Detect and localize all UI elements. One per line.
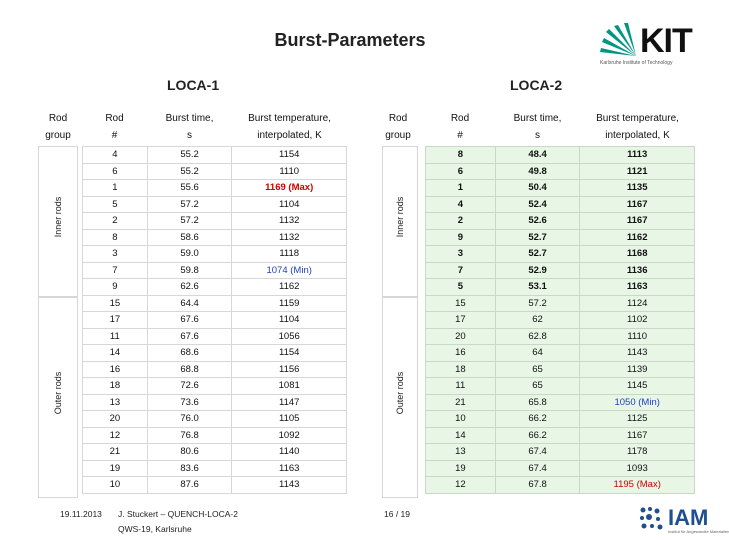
burst-temperature-cell: 1104 — [232, 312, 347, 329]
loca1-outer-rods-label: Outer rods — [53, 371, 63, 415]
table-row — [83, 229, 347, 246]
burst-time-cell: 49.8 — [495, 163, 580, 180]
burst-time-cell: 68.6 — [147, 345, 232, 362]
burst-temperature-cell: 1156 — [232, 361, 347, 378]
burst-time-cell: 58.6 — [147, 229, 232, 246]
burst-temperature-cell: 1050 (Min) — [580, 394, 695, 411]
burst-temperature-cell: 1167 — [580, 427, 695, 444]
burst-temperature-cell: 1132 — [232, 213, 347, 230]
burst-temperature-cell: 1168 — [580, 246, 695, 263]
table-row — [83, 328, 347, 345]
loca2-table-body — [426, 147, 695, 494]
burst-time-cell: 80.6 — [147, 444, 232, 461]
rod-number-cell: 14 — [83, 345, 148, 362]
table-row — [426, 345, 695, 362]
rod-number-cell: 3 — [426, 246, 496, 263]
burst-time-cell: 65.8 — [495, 394, 580, 411]
table-row — [426, 163, 695, 180]
burst-time-cell: 62.8 — [495, 328, 580, 345]
burst-temperature-cell: 1163 — [232, 460, 347, 477]
footer-date: 19.11.2013 — [60, 509, 102, 519]
table-row — [83, 180, 347, 197]
rod-number-cell: 1 — [426, 180, 496, 197]
rod-number-cell: 5 — [83, 196, 148, 213]
table-row — [426, 378, 695, 395]
header-line: Burst temperature, — [248, 113, 331, 124]
burst-temperature-cell: 1167 — [580, 196, 695, 213]
rod-number-cell: 7 — [83, 262, 148, 279]
burst-temperature-cell: 1118 — [232, 246, 347, 263]
kit-logo — [600, 22, 712, 70]
rod-number-cell: 16 — [426, 345, 496, 362]
burst-temperature-cell: 1056 — [232, 328, 347, 345]
burst-time-cell: 67.4 — [495, 444, 580, 461]
burst-temperature-cell: 1162 — [580, 229, 695, 246]
burst-time-cell: 48.4 — [495, 147, 580, 164]
header-line: interpolated, K — [257, 130, 322, 141]
burst-time-cell: 73.6 — [147, 394, 232, 411]
table-row — [426, 411, 695, 428]
burst-temperature-cell: 1121 — [580, 163, 695, 180]
table-row — [426, 328, 695, 345]
loca1-header-rod-group — [38, 113, 78, 141]
kit-logo-subtitle: Karlsruhe Institute of Technology — [600, 60, 673, 66]
rod-number-cell: 9 — [426, 229, 496, 246]
burst-time-cell: 57.2 — [147, 196, 232, 213]
loca2-outer-rods-label: Outer rods — [395, 371, 405, 415]
table-row — [426, 477, 695, 494]
burst-time-cell: 76.8 — [147, 427, 232, 444]
loca1-header-rod — [82, 113, 147, 141]
footer-author: J. Stuckert – QUENCH-LOCA-2 — [118, 509, 238, 519]
loca1-inner-rods-label: Inner rods — [53, 196, 63, 238]
burst-temperature-cell: 1154 — [232, 147, 347, 164]
table-row — [426, 147, 695, 164]
burst-temperature-cell: 1074 (Min) — [232, 262, 347, 279]
rod-number-cell: 17 — [83, 312, 148, 329]
loca2-table — [425, 146, 695, 494]
burst-time-cell: 68.8 — [147, 361, 232, 378]
burst-temperature-cell: 1092 — [232, 427, 347, 444]
kit-logo-text: KIT — [640, 22, 692, 60]
header-line: Rod — [388, 113, 408, 124]
table-row — [83, 163, 347, 180]
burst-time-cell: 59.8 — [147, 262, 232, 279]
rod-number-cell: 7 — [426, 262, 496, 279]
burst-time-cell: 52.9 — [495, 262, 580, 279]
burst-time-cell: 52.7 — [495, 229, 580, 246]
header-line: Rod — [450, 113, 470, 124]
burst-temperature-cell: 1135 — [580, 180, 695, 197]
table-row — [426, 361, 695, 378]
table-row — [426, 229, 695, 246]
rod-number-cell: 21 — [426, 394, 496, 411]
rod-number-cell: 12 — [83, 427, 148, 444]
burst-temperature-cell: 1081 — [232, 378, 347, 395]
table-row — [83, 213, 347, 230]
rod-number-cell: 8 — [83, 229, 148, 246]
burst-time-cell: 52.6 — [495, 213, 580, 230]
rod-number-cell: 18 — [426, 361, 496, 378]
table-row — [83, 394, 347, 411]
iam-logo — [638, 505, 729, 535]
burst-time-cell: 67.6 — [147, 312, 232, 329]
burst-time-cell: 55.2 — [147, 147, 232, 164]
rod-number-cell: 5 — [426, 279, 496, 296]
table-row — [83, 196, 347, 213]
table-row — [83, 262, 347, 279]
header-line: Rod — [105, 113, 124, 124]
header-line: Burst time, — [513, 113, 562, 124]
rod-number-cell: 14 — [426, 427, 496, 444]
table-row — [83, 378, 347, 395]
burst-time-cell: 66.2 — [495, 411, 580, 428]
footer-event: QWS-19, Karlsruhe — [118, 524, 192, 534]
rod-number-cell: 15 — [426, 295, 496, 312]
table-row — [426, 394, 695, 411]
burst-time-cell: 65 — [495, 378, 580, 395]
table-row — [426, 196, 695, 213]
rod-number-cell: 2 — [426, 213, 496, 230]
loca1-table — [82, 146, 347, 494]
table-row — [83, 444, 347, 461]
rod-number-cell: 9 — [83, 279, 148, 296]
iam-logo-subtitle: Institut für Angewandte Materialien — [668, 529, 729, 534]
rod-number-cell: 4 — [426, 196, 496, 213]
rod-number-cell: 4 — [83, 147, 148, 164]
table-row — [426, 295, 695, 312]
burst-temperature-cell: 1110 — [580, 328, 695, 345]
header-line: Burst time, — [165, 113, 214, 124]
rod-number-cell: 8 — [426, 147, 496, 164]
rod-number-cell: 10 — [83, 477, 148, 494]
burst-temperature-cell: 1195 (Max) — [580, 477, 695, 494]
burst-temperature-cell: 1132 — [232, 229, 347, 246]
kit-logo-icon — [600, 22, 640, 58]
burst-time-cell: 64.4 — [147, 295, 232, 312]
burst-temperature-cell: 1102 — [580, 312, 695, 329]
loca2-header-burst-temp — [580, 113, 695, 141]
table-row — [83, 279, 347, 296]
loca2-header-rod — [425, 113, 495, 141]
loca1-header-burst-temp — [232, 113, 347, 141]
burst-temperature-cell: 1136 — [580, 262, 695, 279]
header-line: s — [187, 130, 192, 141]
burst-temperature-cell: 1163 — [580, 279, 695, 296]
rod-number-cell: 6 — [83, 163, 148, 180]
header-line: Rod — [48, 113, 68, 124]
burst-time-cell: 57.2 — [495, 295, 580, 312]
table-row — [426, 180, 695, 197]
burst-time-cell: 83.6 — [147, 460, 232, 477]
footer-page-number: 16 / 19 — [384, 509, 410, 519]
header-line: s — [535, 130, 540, 141]
rod-number-cell: 6 — [426, 163, 496, 180]
rod-number-cell: 20 — [426, 328, 496, 345]
header-line: group — [45, 130, 71, 141]
rod-number-cell: 2 — [83, 213, 148, 230]
burst-time-cell: 87.6 — [147, 477, 232, 494]
burst-temperature-cell: 1159 — [232, 295, 347, 312]
table-row — [83, 411, 347, 428]
burst-temperature-cell: 1110 — [232, 163, 347, 180]
rod-number-cell: 12 — [426, 477, 496, 494]
burst-time-cell: 52.7 — [495, 246, 580, 263]
burst-time-cell: 55.6 — [147, 180, 232, 197]
burst-time-cell: 55.2 — [147, 163, 232, 180]
burst-time-cell: 52.4 — [495, 196, 580, 213]
burst-time-cell: 64 — [495, 345, 580, 362]
rod-number-cell: 1 — [83, 180, 148, 197]
burst-time-cell: 67.8 — [495, 477, 580, 494]
table-row — [426, 312, 695, 329]
table-row — [83, 361, 347, 378]
burst-temperature-cell: 1145 — [580, 378, 695, 395]
rod-number-cell: 3 — [83, 246, 148, 263]
table-row — [426, 427, 695, 444]
loca1-heading: LOCA-1 — [167, 77, 220, 93]
rod-number-cell: 11 — [83, 328, 148, 345]
rod-number-cell: 16 — [83, 361, 148, 378]
burst-temperature-cell: 1104 — [232, 196, 347, 213]
rod-number-cell: 21 — [83, 444, 148, 461]
table-row — [83, 147, 347, 164]
rod-number-cell: 18 — [83, 378, 148, 395]
iam-logo-text: IAM — [668, 505, 709, 530]
burst-temperature-cell: 1139 — [580, 361, 695, 378]
slide-title: Burst-Parameters — [274, 30, 426, 50]
rod-number-cell: 11 — [426, 378, 496, 395]
table-row — [426, 262, 695, 279]
header-line: # — [457, 130, 463, 141]
burst-temperature-cell: 1143 — [232, 477, 347, 494]
table-row — [83, 312, 347, 329]
burst-temperature-cell: 1143 — [580, 345, 695, 362]
burst-temperature-cell: 1169 (Max) — [232, 180, 347, 197]
table-row — [426, 460, 695, 477]
loca2-header-burst-time — [495, 113, 580, 141]
burst-temperature-cell: 1154 — [232, 345, 347, 362]
table-row — [426, 246, 695, 263]
rod-number-cell: 15 — [83, 295, 148, 312]
rod-number-cell: 20 — [83, 411, 148, 428]
table-row — [426, 279, 695, 296]
header-line: # — [111, 130, 118, 141]
loca2-header-rod-group — [377, 113, 419, 141]
loca1-header-burst-time — [147, 113, 232, 141]
rod-number-cell: 17 — [426, 312, 496, 329]
burst-temperature-cell: 1124 — [580, 295, 695, 312]
burst-temperature-cell: 1167 — [580, 213, 695, 230]
rod-number-cell: 19 — [83, 460, 148, 477]
loca2-heading: LOCA-2 — [510, 77, 563, 93]
table-row — [83, 246, 347, 263]
table-row — [426, 213, 695, 230]
burst-time-cell: 57.2 — [147, 213, 232, 230]
iam-logo-icon — [638, 505, 666, 533]
burst-time-cell: 50.4 — [495, 180, 580, 197]
burst-time-cell: 76.0 — [147, 411, 232, 428]
loca1-table-body — [83, 147, 347, 494]
header-line: interpolated, K — [605, 130, 670, 141]
burst-temperature-cell: 1093 — [580, 460, 695, 477]
burst-time-cell: 59.0 — [147, 246, 232, 263]
burst-time-cell: 62.6 — [147, 279, 232, 296]
table-row — [83, 295, 347, 312]
burst-time-cell: 66.2 — [495, 427, 580, 444]
table-row — [426, 444, 695, 461]
burst-temperature-cell: 1125 — [580, 411, 695, 428]
rod-number-cell: 13 — [83, 394, 148, 411]
table-row — [83, 460, 347, 477]
table-row — [83, 345, 347, 362]
header-line: group — [385, 130, 411, 141]
table-row — [83, 427, 347, 444]
burst-time-cell: 67.6 — [147, 328, 232, 345]
burst-temperature-cell: 1147 — [232, 394, 347, 411]
loca2-inner-rods-label: Inner rods — [395, 196, 405, 238]
header-line: Burst temperature, — [596, 113, 679, 124]
burst-time-cell: 53.1 — [495, 279, 580, 296]
burst-temperature-cell: 1105 — [232, 411, 347, 428]
burst-time-cell: 65 — [495, 361, 580, 378]
burst-time-cell: 72.6 — [147, 378, 232, 395]
burst-temperature-cell: 1113 — [580, 147, 695, 164]
rod-number-cell: 10 — [426, 411, 496, 428]
burst-temperature-cell: 1162 — [232, 279, 347, 296]
burst-time-cell: 67.4 — [495, 460, 580, 477]
burst-time-cell: 62 — [495, 312, 580, 329]
rod-number-cell: 19 — [426, 460, 496, 477]
burst-temperature-cell: 1140 — [232, 444, 347, 461]
burst-temperature-cell: 1178 — [580, 444, 695, 461]
table-row — [83, 477, 347, 494]
rod-number-cell: 13 — [426, 444, 496, 461]
